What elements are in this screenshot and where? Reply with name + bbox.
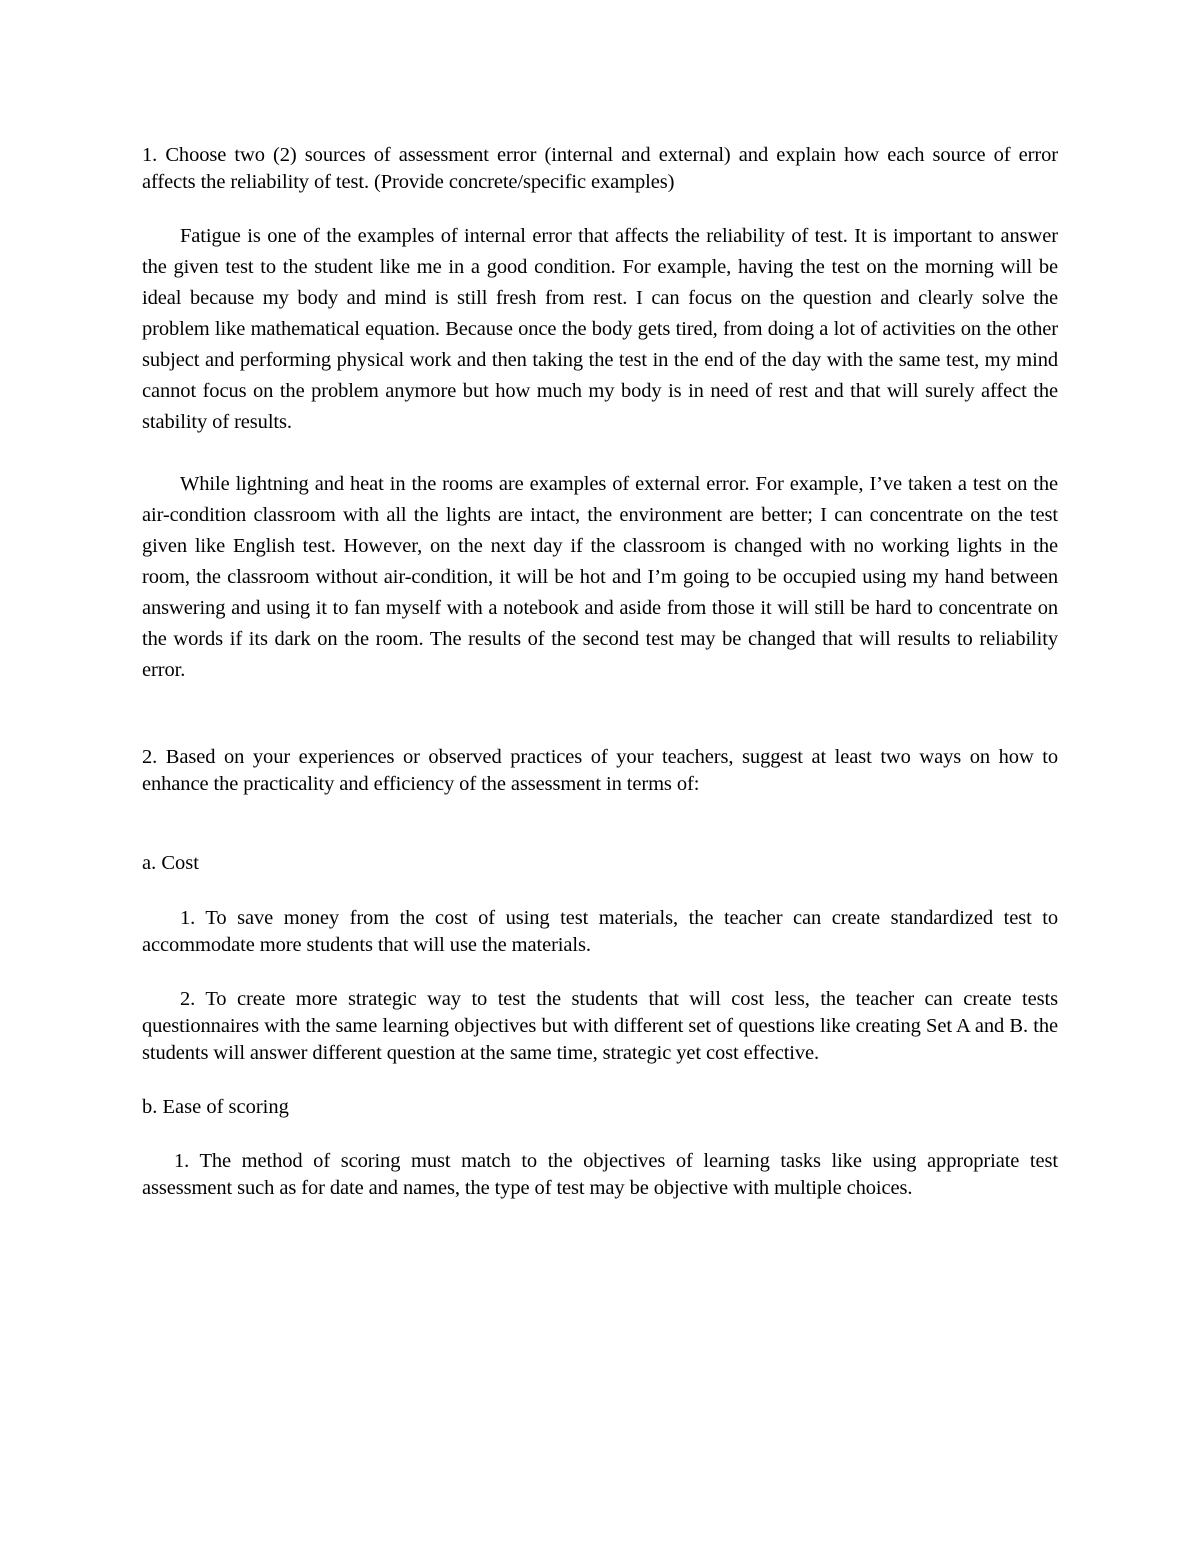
scoring-suggestion-1: 1. The method of scoring must match to the objectives of learning tasks like using appropriate test assessment such as for date and names, the type of test may be objective with multiple choices.	[142, 1150, 1058, 1199]
document-page	[142, 140, 1058, 1202]
question-2-prompt: 2. Based on your experiences or observed practices of your teachers, suggest at least two ways on how to enhance the practicality and efficiency of the assessment in terms of:	[142, 746, 1058, 795]
cost-suggestion-2: 2. To create more strategic way to test the students that will cost less, the teacher can create tests questionnaires with the same learning objectives but with different set of questions like creating Set A and B. the students will answer different question at the same time, strategic yet cost effective.	[142, 988, 1058, 1064]
question-1-prompt: 1. Choose two (2) sources of assessment error (internal and external) and explain how each source of error affects the reliability of test. (Provide concrete/specific examples)	[142, 144, 1058, 193]
section-b-scoring-heading: b. Ease of scoring	[142, 1096, 289, 1118]
answer-1-external-error: While lightning and heat in the rooms are examples of external error. For example, I’ve taken a test on the air-condition classroom with all the lights are intact, the environment are better; I can concentrate on the test given like English test. However, on the next day if the classroom is changed with no working lights in the room, the classroom without air-condition, it will be hot and I’m going to be occupied using my hand between answering and using it to fan myself with a notebook and aside from those it will still be hard to concentrate on the words if its dark on the room. The results of the second test may be changed that will results to reliability error.	[142, 473, 1058, 681]
cost-suggestion-1: 1. To save money from the cost of using test materials, the teacher can create standardized test to accommodate more students that will use the materials.	[142, 907, 1058, 956]
section-a-cost-heading: a. Cost	[142, 852, 199, 874]
answer-1-internal-error: Fatigue is one of the examples of internal error that affects the reliability of test. It is important to answer the given test to the student like me in a good condition. For example, having the test on the morning will be ideal because my body and mind is still fresh from rest. I can focus on the question and clearly solve the problem like mathematical equation. Because once the body gets tired, from doing a lot of activities on the other subject and performing physical work and then taking the test in the end of the day with the same test, my mind cannot focus on the problem anymore but how much my body is in need of rest and that will surely affect the stability of results.	[142, 225, 1058, 433]
